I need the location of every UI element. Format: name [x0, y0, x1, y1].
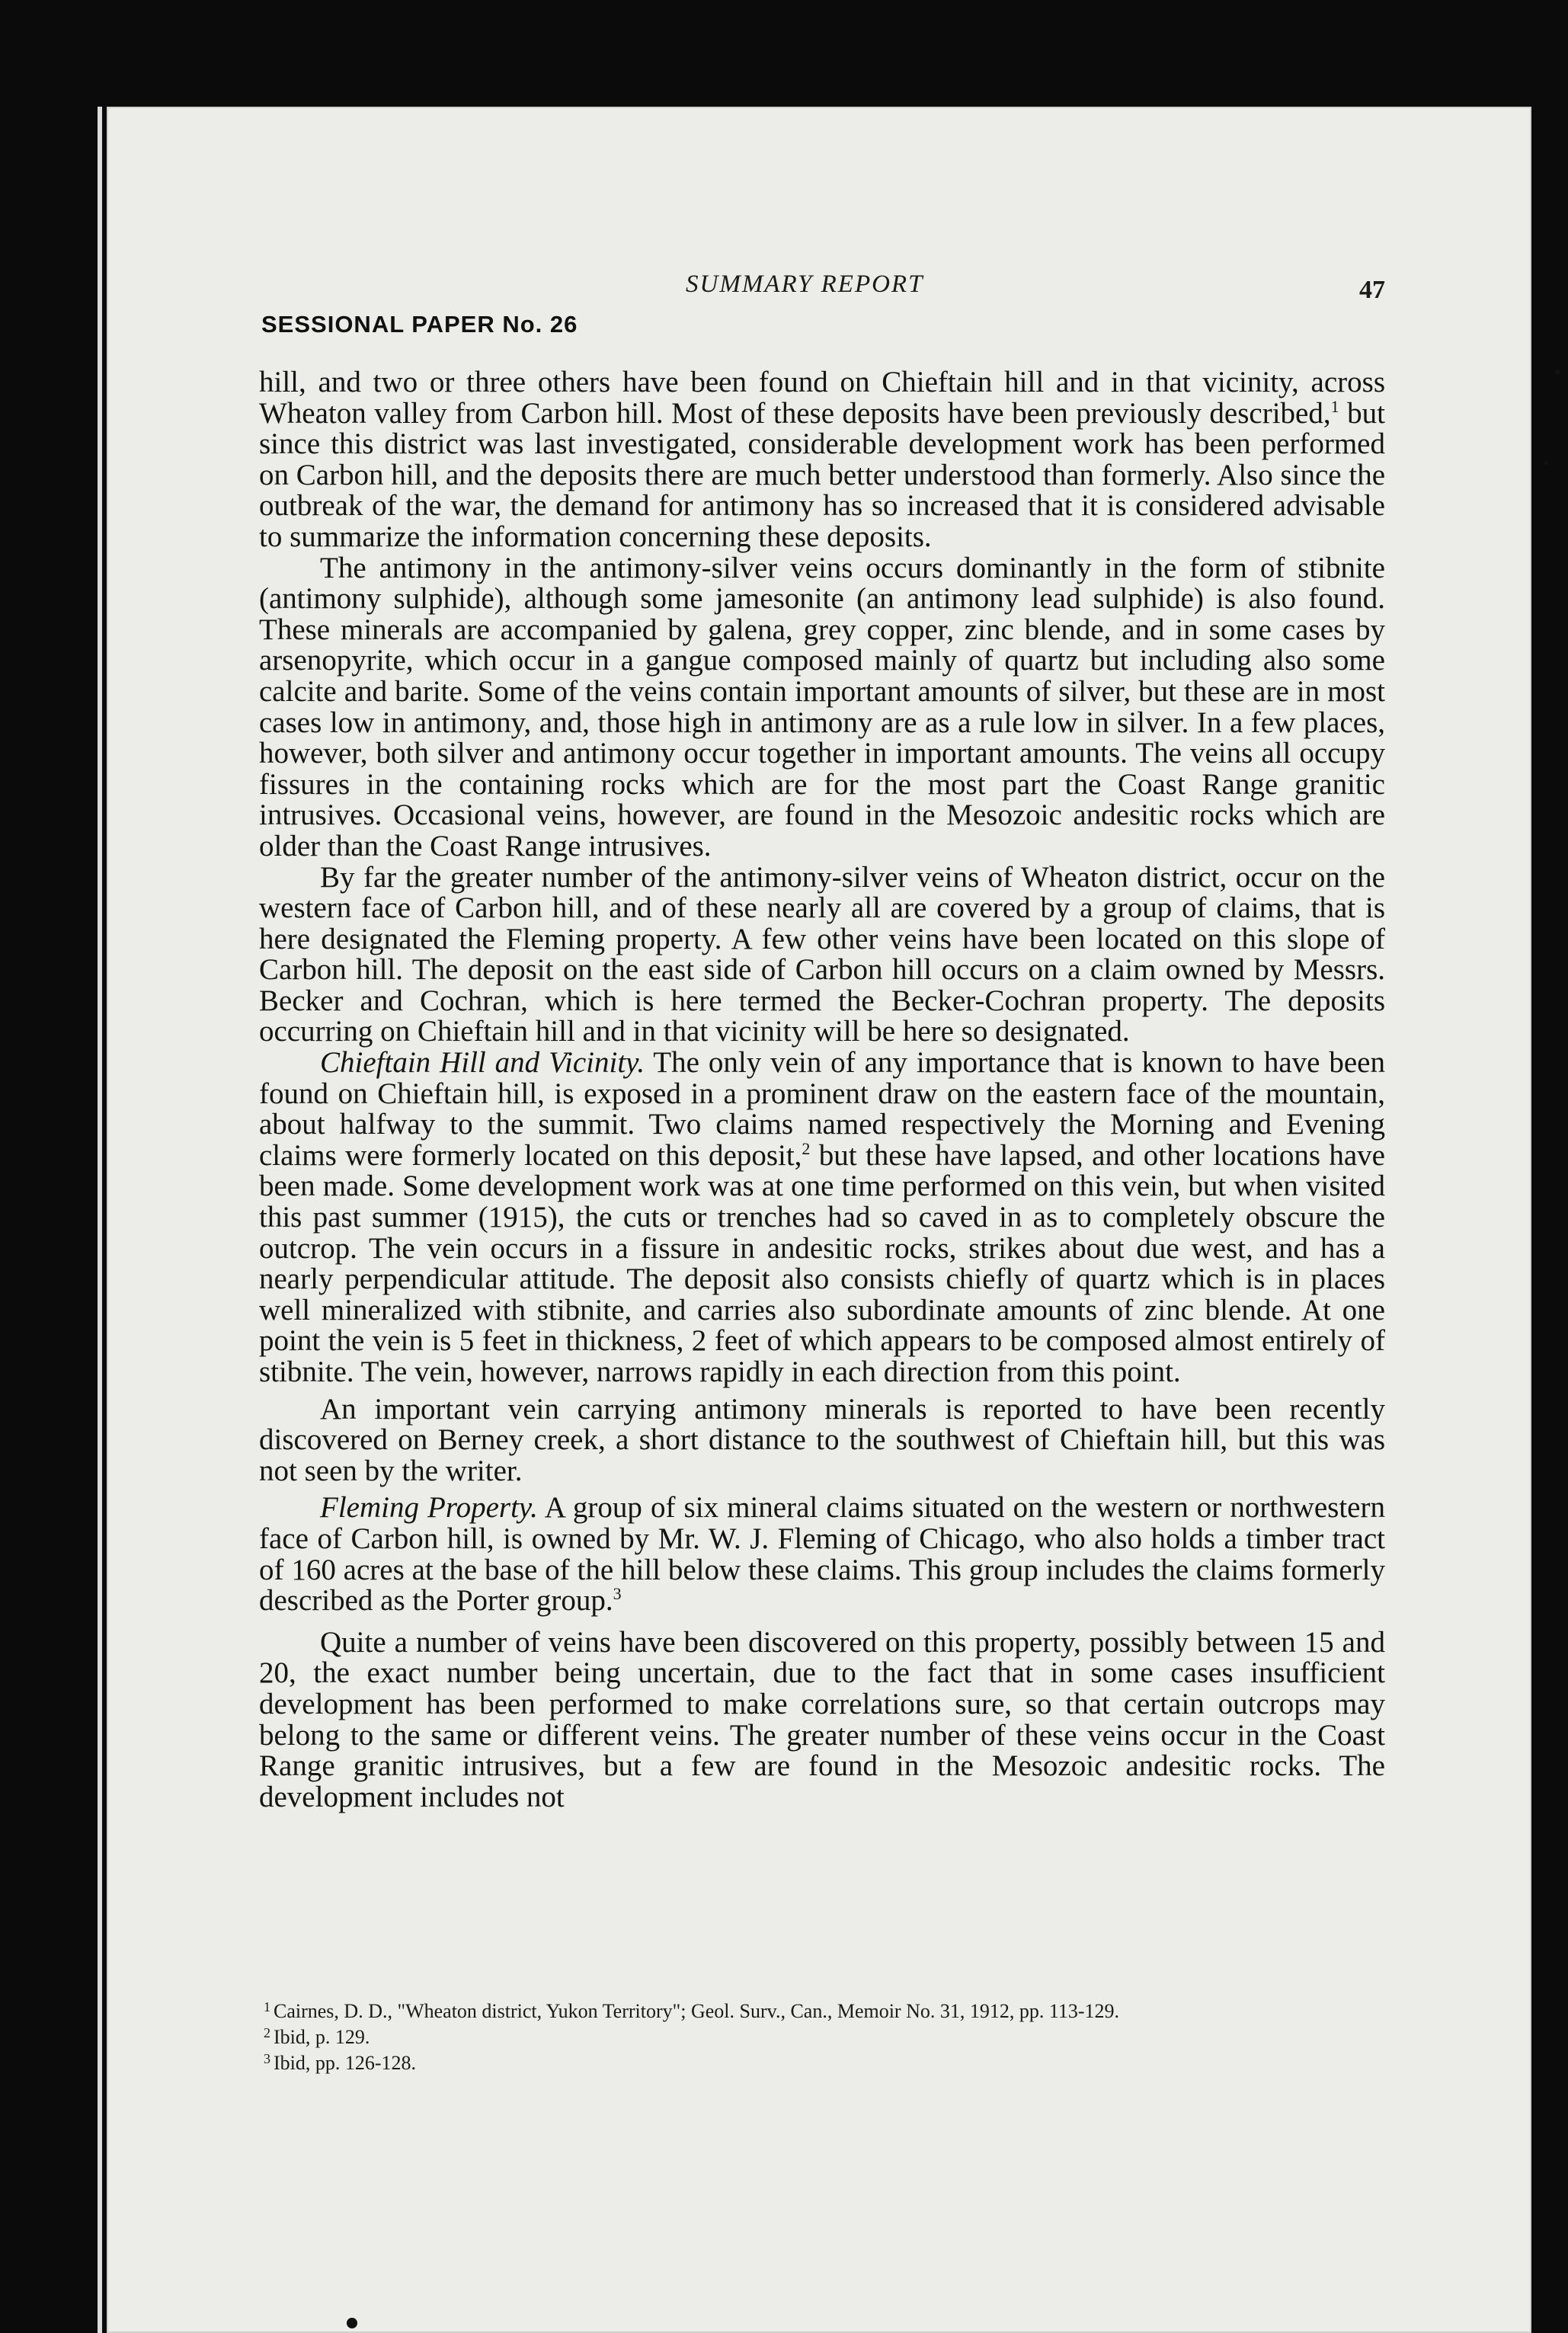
scan-speck	[347, 2318, 357, 2328]
footnote-ref: 1	[1330, 396, 1339, 416]
paragraph: Fleming Property. A group of six mineral claims situated on the western or northwestern face of Carbon hill, is owned by Mr. W. J. Fleming of Chicago, who also holds a timber tract of 160 acres at the base of the hill below these claims. This group includes the claims formerly described as the Porter group.$^3$	[259, 1491, 1385, 1618]
footnote-ref: 2	[802, 1138, 811, 1158]
page-edge	[98, 107, 102, 2333]
page-number: 47	[1359, 276, 1385, 304]
scan-speck	[1544, 460, 1548, 465]
footnote: $^2$ Ibid, p. 129.	[264, 2025, 370, 2048]
paragraph: An important vein carrying antimony minerals is reported to have been recently discovered on Berney creek, a short distance to the southwest of Chieftain hill, but this was not seen by the writer.	[259, 1392, 1385, 1487]
paragraph: Quite a number of veins have been discovered on this property, possibly between 15 and 20, the exact number being uncertain, due to the fact that in some cases insufficient development has been performed to make correlations sure, so that certain outcrops may belong to the same or different veins. The greater number of these veins occur in the Coast Range granitic intrusives, but a few are found in the Mesozoic andesitic rocks. The development includes not	[259, 1625, 1385, 1813]
footnote: $^3$ Ibid, pp. 126-128.	[264, 2051, 417, 2074]
scan-border-left	[0, 0, 107, 2333]
section-heading: Fleming Property.	[320, 1491, 538, 1525]
footnote: $^1$ Cairnes, D. D., "Wheaton district, Yukon Territory"; Geol. Surv., Can., Memoir No. 31, 1912, pp. 113-129.	[264, 1999, 1120, 2022]
body-text	[259, 367, 1385, 1813]
sessional-paper-label: SESSIONAL PAPER No. 26	[261, 311, 578, 338]
paragraph: The antimony in the antimony-silver veins occurs dominantly in the form of stibnite (antimony sulphide), although some jamesonite (an antimony lead sulphide) is also found. These minerals are accompanied by galena, grey copper, zinc blende, and in some cases by arsenopyrite, which occur in a gangue composed mainly of quartz but including also some calcite and barite. Some of the veins contain important amounts of silver, but these are in most cases low in antimony, and, those high in antimony are as a rule low in silver. In a few places, however, both silver and antimony occur together in important amounts. The veins all occupy fissures in the containing rocks which are for the most part the Coast Range granitic intrusives. Occasional veins, however, are found in the Mesozoic andesitic rocks which are older than the Coast Range intrusives.	[259, 551, 1385, 862]
paragraph: By far the greater number of the antimony-silver veins of Wheaton district, occur on the western face of Carbon hill, and of these nearly all are covered by a group of claims, that is here designated the Fleming property. A few other veins have been located on this slope of Carbon hill. The deposit on the east side of Carbon hill occurs on a claim owned by Messrs. Becker and Cochran, which is here termed the Becker-Cochran property. The deposits occurring on Chieftain hill and in that vicinity will be here so designated.	[259, 860, 1385, 1048]
paragraph: hill, and two or three others have been found on Chieftain hill and in that vicinity, across Wheaton valley from Carbon hill. Most of these deposits have been previously described,$^1$ but since this district was last investigated, considerable development work has been performed on Carbon hill, and the deposits there are much better understood than formerly. Also since the outbreak of the war, the demand for antimony has so increased that it is considered advisable to summarize the information concerning these deposits.	[259, 366, 1386, 553]
footnote-ref: 3	[613, 1584, 622, 1604]
paragraph: Chieftain Hill and Vicinity. The only vein of any importance that is known to have been found on Chieftain hill, is exposed in a prominent draw on the eastern face of the mountain, about halfway to the summit. Two claims named respectively the Morning and Evening claims were formerly located on this deposit,$^2$ but these have lapsed, and other locations have been made. Some development work was at one time performed on this vein, but when visited this past summer (1915), the cuts or trenches had so caved in as to completely obscure the outcrop. The vein occurs in a fissure in andesitic rocks, strikes about due west, and has a nearly perpendicular attitude. The deposit also consists chiefly of quartz which is in places well mineralized with stibnite, and carries also subordinate amounts of zinc blende. At one point the vein is 5 feet in thickness, 2 feet of which appears to be composed almost entirely of stibnite. The vein, however, narrows rapidly in each direction from this point.	[259, 1046, 1385, 1388]
footnotes	[264, 1996, 1384, 2074]
scan-speck	[1554, 369, 1560, 375]
running-title: SUMMARY REPORT	[686, 270, 924, 298]
section-heading: Chieftain Hill and Vicinity.	[320, 1046, 645, 1080]
